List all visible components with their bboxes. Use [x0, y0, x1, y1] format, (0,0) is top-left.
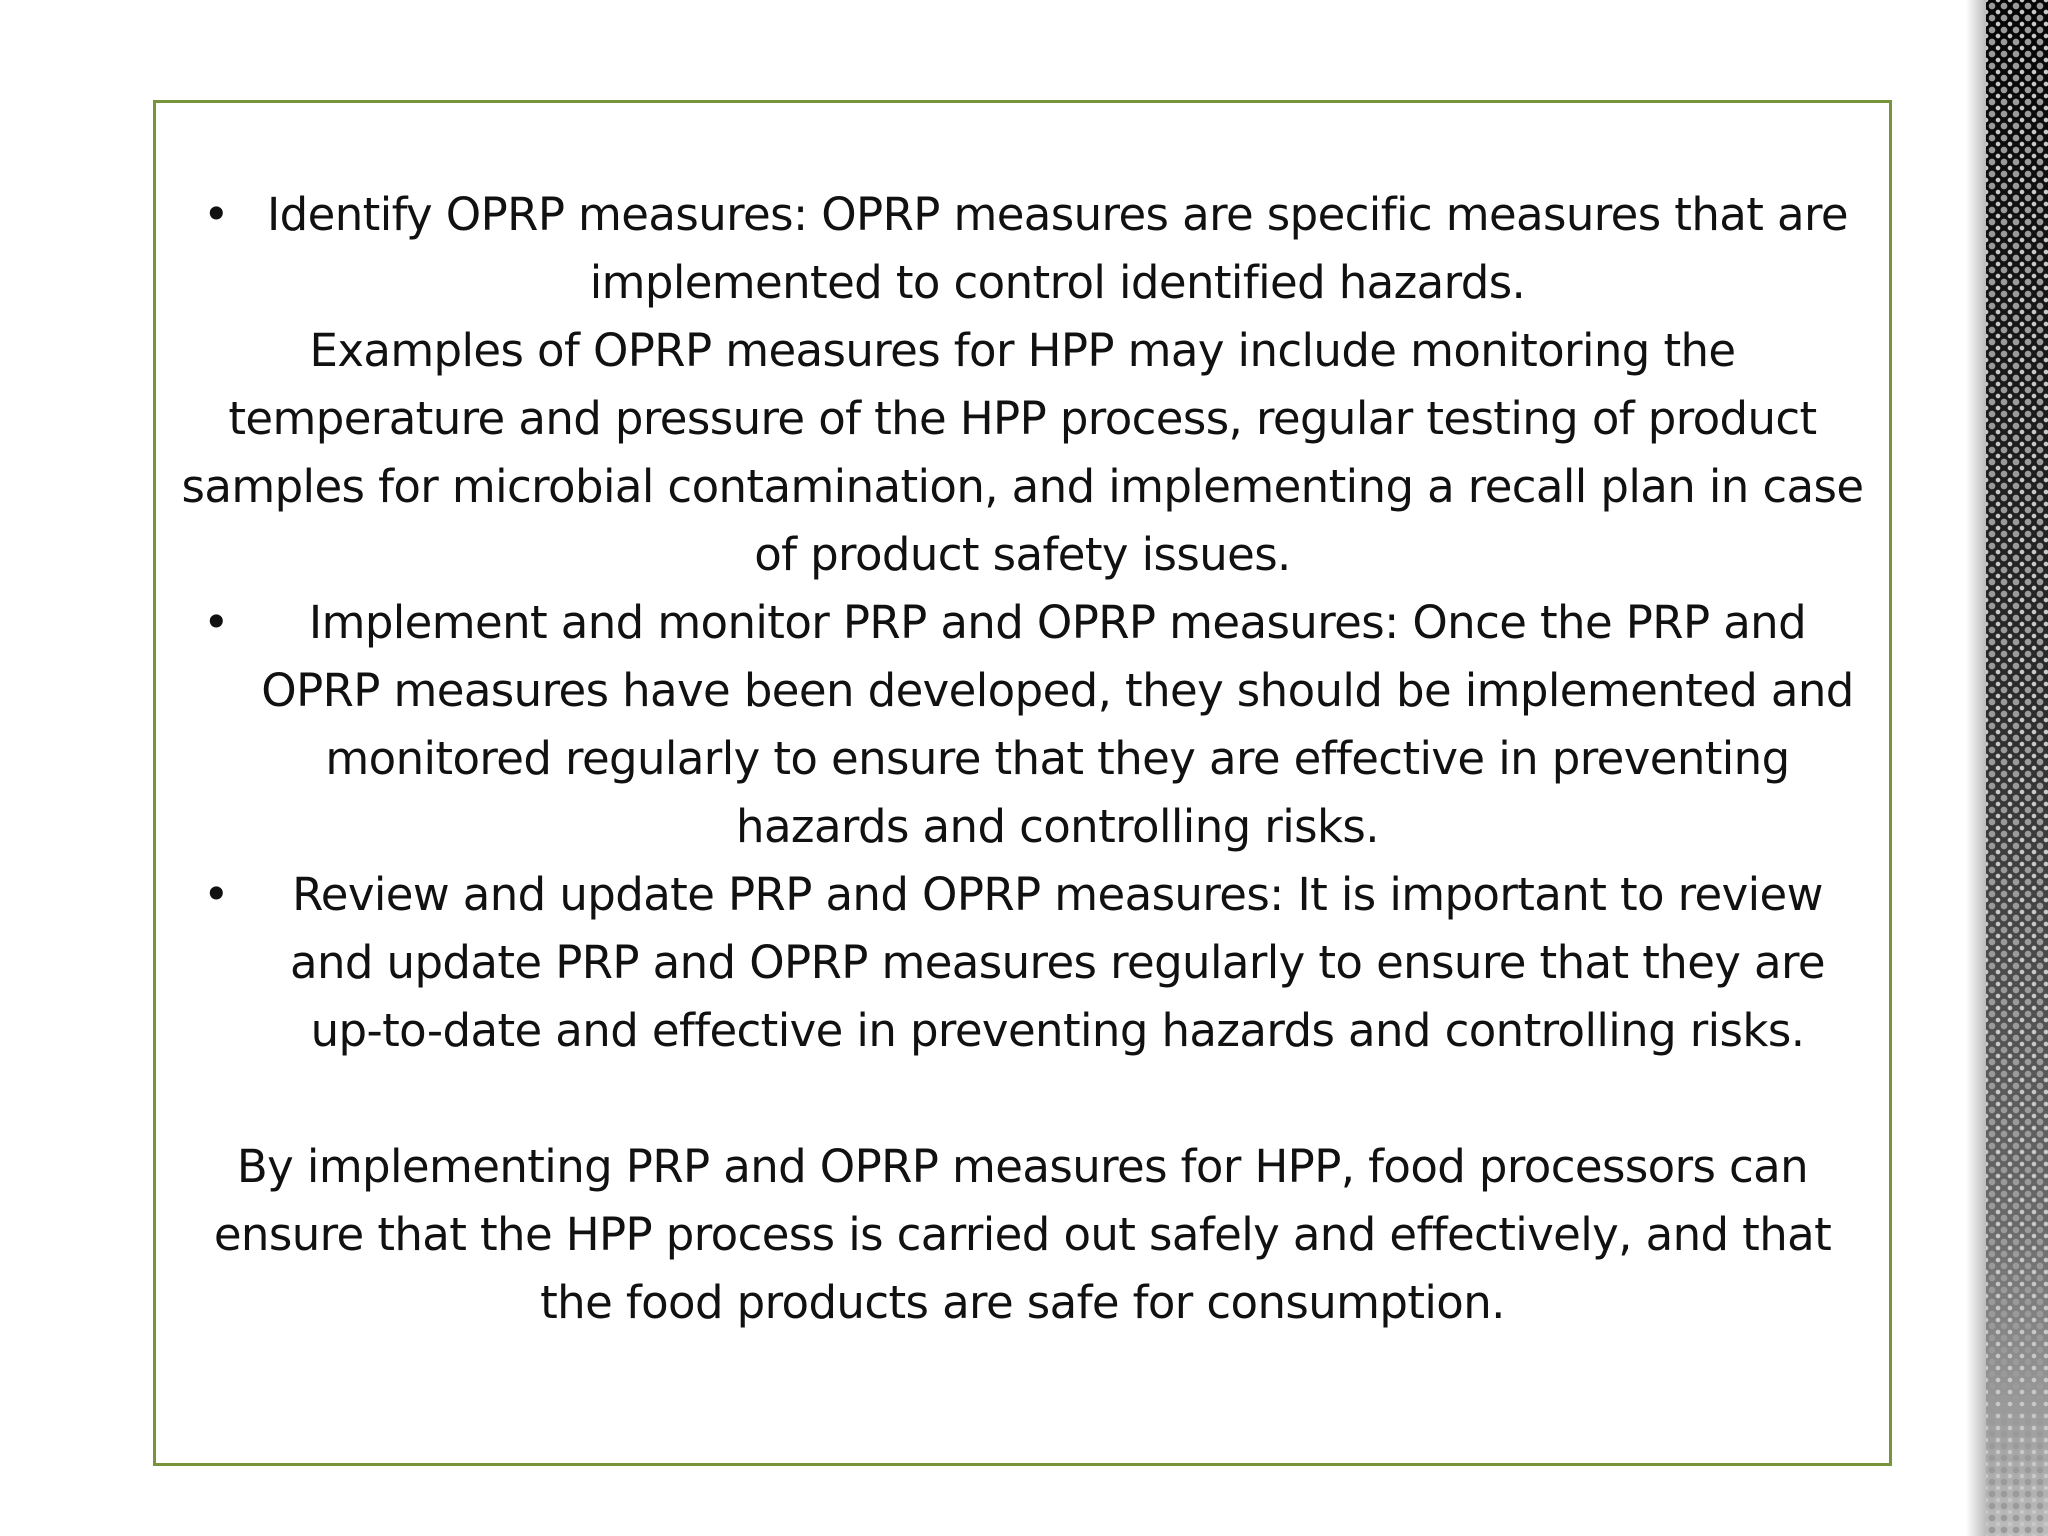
bullet-identify-oprp	[181, 181, 1864, 317]
bullet-implement-monitor	[181, 589, 1864, 861]
bullet-marker: •	[203, 596, 229, 649]
paragraph-oprp-examples: Examples of OPRP measures for HPP may include monitoring the temperature and pressure of the HPP process, regular testing of product samples for microbial contamination, and implementing a recall plan in case of product safety issues.	[181, 324, 1864, 581]
bullet-marker: •	[203, 868, 229, 921]
side-pattern-strip	[1986, 0, 2048, 1536]
side-pattern-fade	[1966, 0, 1986, 1536]
bullet-marker: •	[203, 188, 229, 241]
content-box	[153, 100, 1892, 1466]
paragraph-conclusion: By implementing PRP and OPRP measures for HPP, food processors can ensure that the HPP process is carried out safely and effectively, and that the food products are safe for consumption.	[213, 1140, 1832, 1329]
bullet-text: Review and update PRP and OPRP measures: It is important to review and update PRP and OPRP measures regularly to ensure that they are up-to-date and effective in preventing hazards and controlling risks.	[289, 868, 1825, 1057]
slide-content	[181, 181, 1864, 1337]
bullet-text: Implement and monitor PRP and OPRP measures: Once the PRP and OPRP measures have been developed, they should be implemented and monitored regularly to ensure that they are effective in preventing hazards and controlling risks.	[261, 596, 1854, 853]
spacer	[181, 1065, 1864, 1133]
bullet-review-update	[181, 861, 1864, 1065]
bullet-text: Identify OPRP measures: OPRP measures are specific measures that are implemented to control identified hazards.	[267, 188, 1848, 309]
